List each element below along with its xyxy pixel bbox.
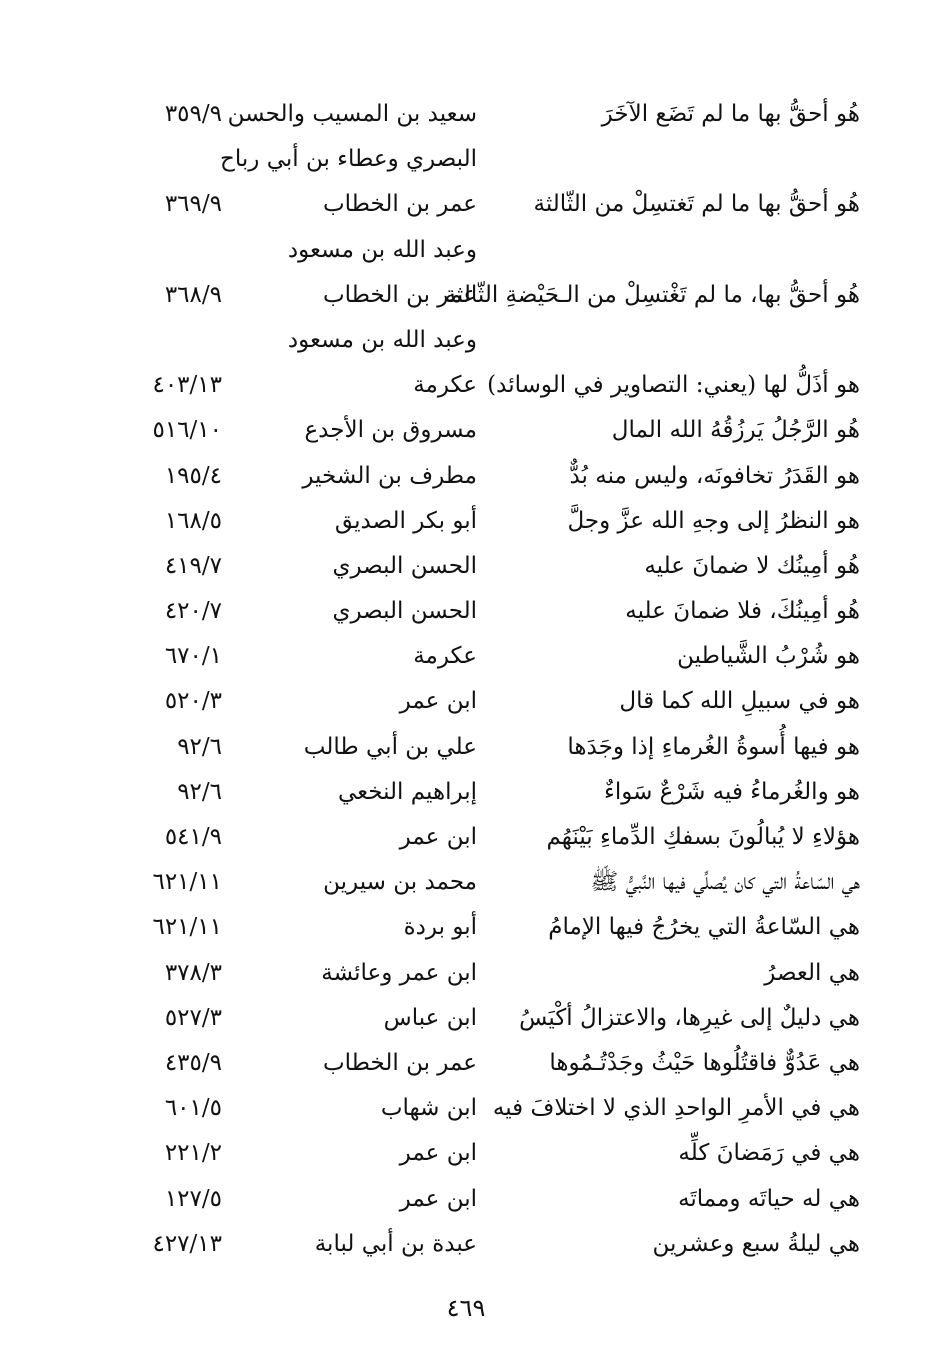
saying-text: هي السّاعةُ التي كان يُصلِّي فيها النَّبيُّ ﷺ (590, 869, 860, 896)
index-entry (0, 589, 932, 634)
volume-page-reference: ١٦٨/٥ (164, 507, 222, 534)
entry-line (0, 589, 932, 634)
narrator-name: عكرمة (413, 643, 477, 670)
entry-line (0, 363, 932, 408)
saying-text: هي عَدُوٌّ فاقتُلُوها حَيْثُ وجَدْتُـمُوها (549, 1049, 860, 1076)
index-entry (0, 1086, 932, 1131)
entry-continuation-line (0, 228, 932, 273)
entry-line (0, 499, 932, 544)
entry-line (0, 454, 932, 499)
entry-line (0, 634, 932, 679)
saying-text: هي ليلةُ سبع وعشرين (652, 1230, 860, 1257)
volume-page-reference: ٣٦٩/٩ (164, 191, 222, 218)
entry-continuation-line (0, 318, 932, 363)
saying-text: هي في رَمَضانَ كلِّه (678, 1140, 860, 1167)
narrator-name: سعيد بن المسيب والحسن (227, 101, 477, 127)
index-table (0, 92, 932, 1267)
narrator-name: مسروق بن الأجدع (304, 417, 477, 444)
volume-page-reference: ٥٤١/٩ (164, 824, 222, 850)
entry-line (0, 1131, 932, 1176)
entry-line (0, 951, 932, 996)
narrator-name: عمر بن الخطاب (322, 1049, 477, 1076)
index-entry (0, 905, 932, 950)
narrator-name: علي بن أبي طالب (303, 733, 477, 760)
index-entry (0, 499, 932, 544)
volume-page-reference: ٢٢١/٢ (164, 1140, 222, 1167)
index-entry (0, 408, 932, 453)
narrator-name: عمر بن الخطاب (322, 191, 477, 218)
saying-text: هي في الأمرِ الواحدِ الذي لا اختلافَ فيه (492, 1095, 860, 1122)
entry-continuation-line (0, 137, 932, 182)
narrator-name: محمد بن سيرين (323, 869, 477, 896)
narrator-name: عكرمة (413, 372, 477, 399)
index-entry (0, 454, 932, 499)
narrator-name: ابن عمر (399, 1185, 477, 1212)
narrator-name: الحسن البصري (332, 598, 477, 625)
entry-line (0, 1041, 932, 1086)
index-entry (0, 634, 932, 679)
entry-line (0, 1222, 932, 1267)
volume-page-reference: ٩٢/٦ (177, 778, 222, 805)
narrator-name: أبو بردة (403, 914, 477, 941)
saying-text: هو والغُرماءُ فيه شَرْعٌ سَواءٌ (604, 778, 860, 805)
narrator-name: ابن عمر (399, 1140, 477, 1167)
saying-text: هو فيها أُسوةُ الغُرماءِ إذا وجَدَها (567, 733, 860, 760)
entry-line (0, 815, 932, 860)
narrator-name: أبو بكر الصديق (334, 507, 477, 534)
index-entry (0, 725, 932, 770)
narrator-name: ابن شهاب (380, 1095, 477, 1122)
index-entry (0, 1041, 932, 1086)
saying-text: هي السّاعةُ التي يخرُجُ فيها الإمامُ (548, 914, 860, 941)
saying-text: هُو أمِينُكَ، فلا ضمانَ عليه (625, 598, 860, 625)
narrator-name: ابن عباس (383, 1004, 477, 1031)
page-number: ٤٦٩ (446, 1294, 486, 1322)
volume-page-reference: ٤٢٠/٧ (164, 598, 222, 625)
volume-page-reference: ٩٢/٦ (177, 733, 222, 760)
saying-text: هو النظرُ إلى وجهِ الله عزَّ وجلَّ (567, 507, 860, 534)
volume-page-reference: ٥١٦/١٠ (152, 417, 222, 444)
narrator-name-continued: وعبد الله بن مسعود (287, 236, 477, 263)
entry-line (0, 273, 932, 318)
index-entry (0, 815, 932, 860)
entry-line (0, 996, 932, 1041)
saying-text: هُو الرَّجُلُ يَرزُقُهُ الله المال (611, 417, 860, 444)
volume-page-reference: ٤٣٥/٩ (164, 1049, 222, 1076)
index-entry (0, 1222, 932, 1267)
narrator-name-continued: البصري وعطاء بن أبي رباح (220, 146, 477, 173)
saying-text: هو القَدَرُ تخافونَه، وليس منه بُدٌّ (569, 462, 860, 489)
entry-line (0, 92, 932, 137)
entry-line (0, 544, 932, 589)
index-entry (0, 363, 932, 408)
volume-page-reference: ٦٧٠/١ (164, 643, 222, 670)
narrator-name: عمر بن الخطاب (322, 281, 477, 308)
saying-text: هُو أحقُّ بها، ما لم تَغْتسِلْ من الـحَيْضةِ الثّالثة (444, 281, 860, 308)
entry-line (0, 860, 932, 905)
narrator-name: الحسن البصري (332, 552, 477, 579)
saying-text: هي دليلٌ إلى غيرِها، والاعتزالُ أكْيَسُ (519, 1004, 860, 1031)
narrator-name-continued: وعبد الله بن مسعود (287, 326, 477, 353)
saying-text: هُو أحقُّ بها ما لم تَضَع الآخَرَ (601, 101, 860, 127)
volume-page-reference: ٤٢٧/١٣ (152, 1230, 222, 1257)
index-entry (0, 182, 932, 272)
index-entry (0, 951, 932, 996)
narrator-name: ابن عمر (399, 688, 477, 715)
saying-text: هُو أحقُّ بها ما لم تَغتسِلْ من الثّالثة (533, 191, 860, 218)
entry-line (0, 905, 932, 950)
saying-text: هُو أمِينُك لا ضمانَ عليه (644, 552, 860, 579)
index-entry (0, 1131, 932, 1176)
saying-text: هو في سبيلِ الله كما قال (619, 688, 860, 715)
index-entry (0, 1177, 932, 1222)
narrator-name: مطرف بن الشخير (302, 462, 477, 489)
saying-text: هؤلاءِ لا يُبالُونَ بسفكِ الدِّماءِ بَيْنَهُم (546, 824, 860, 850)
volume-page-reference: ٤١٩/٧ (164, 552, 222, 579)
volume-page-reference: ٣٥٩/٩ (164, 101, 222, 127)
volume-page-reference: ٣٦٨/٩ (164, 281, 222, 308)
volume-page-reference: ٥٢٧/٣ (164, 1004, 222, 1031)
entry-line (0, 182, 932, 227)
index-entry (0, 860, 932, 905)
narrator-name: ابن عمر وعائشة (321, 959, 477, 986)
saying-text: هي له حياتَه ومماتَه (678, 1185, 860, 1212)
entry-line (0, 408, 932, 453)
narrator-name: ابن عمر (399, 824, 477, 850)
index-entry (0, 770, 932, 815)
index-entry (0, 92, 932, 182)
saying-text: هي العصرُ (764, 959, 860, 986)
saying-text: هو شُرْبُ الشَّياطين (677, 643, 860, 670)
volume-page-reference: ٦٠١/٥ (164, 1095, 222, 1122)
entry-line (0, 770, 932, 815)
volume-page-reference: ٤٠٣/١٣ (152, 372, 222, 399)
volume-page-reference: ١٢٧/٥ (164, 1185, 222, 1212)
volume-page-reference: ٦٢١/١١ (152, 914, 222, 941)
index-entry (0, 273, 932, 363)
volume-page-reference: ١٩٥/٤ (164, 462, 222, 489)
narrator-name: إبراهيم النخعي (337, 778, 477, 805)
index-entry (0, 679, 932, 724)
entry-line (0, 1086, 932, 1131)
entry-line (0, 725, 932, 770)
entry-line (0, 1177, 932, 1222)
narrator-name: عبدة بن أبي لبابة (314, 1230, 477, 1257)
index-entry (0, 996, 932, 1041)
volume-page-reference: ٦٢١/١١ (152, 869, 222, 896)
index-entry (0, 544, 932, 589)
volume-page-reference: ٣٧٨/٣ (164, 959, 222, 986)
volume-page-reference: ٥٢٠/٣ (164, 688, 222, 715)
entry-line (0, 679, 932, 724)
saying-text: هو أذَلُّ لها (يعني: التصاوير في الوسائد) (487, 372, 860, 399)
